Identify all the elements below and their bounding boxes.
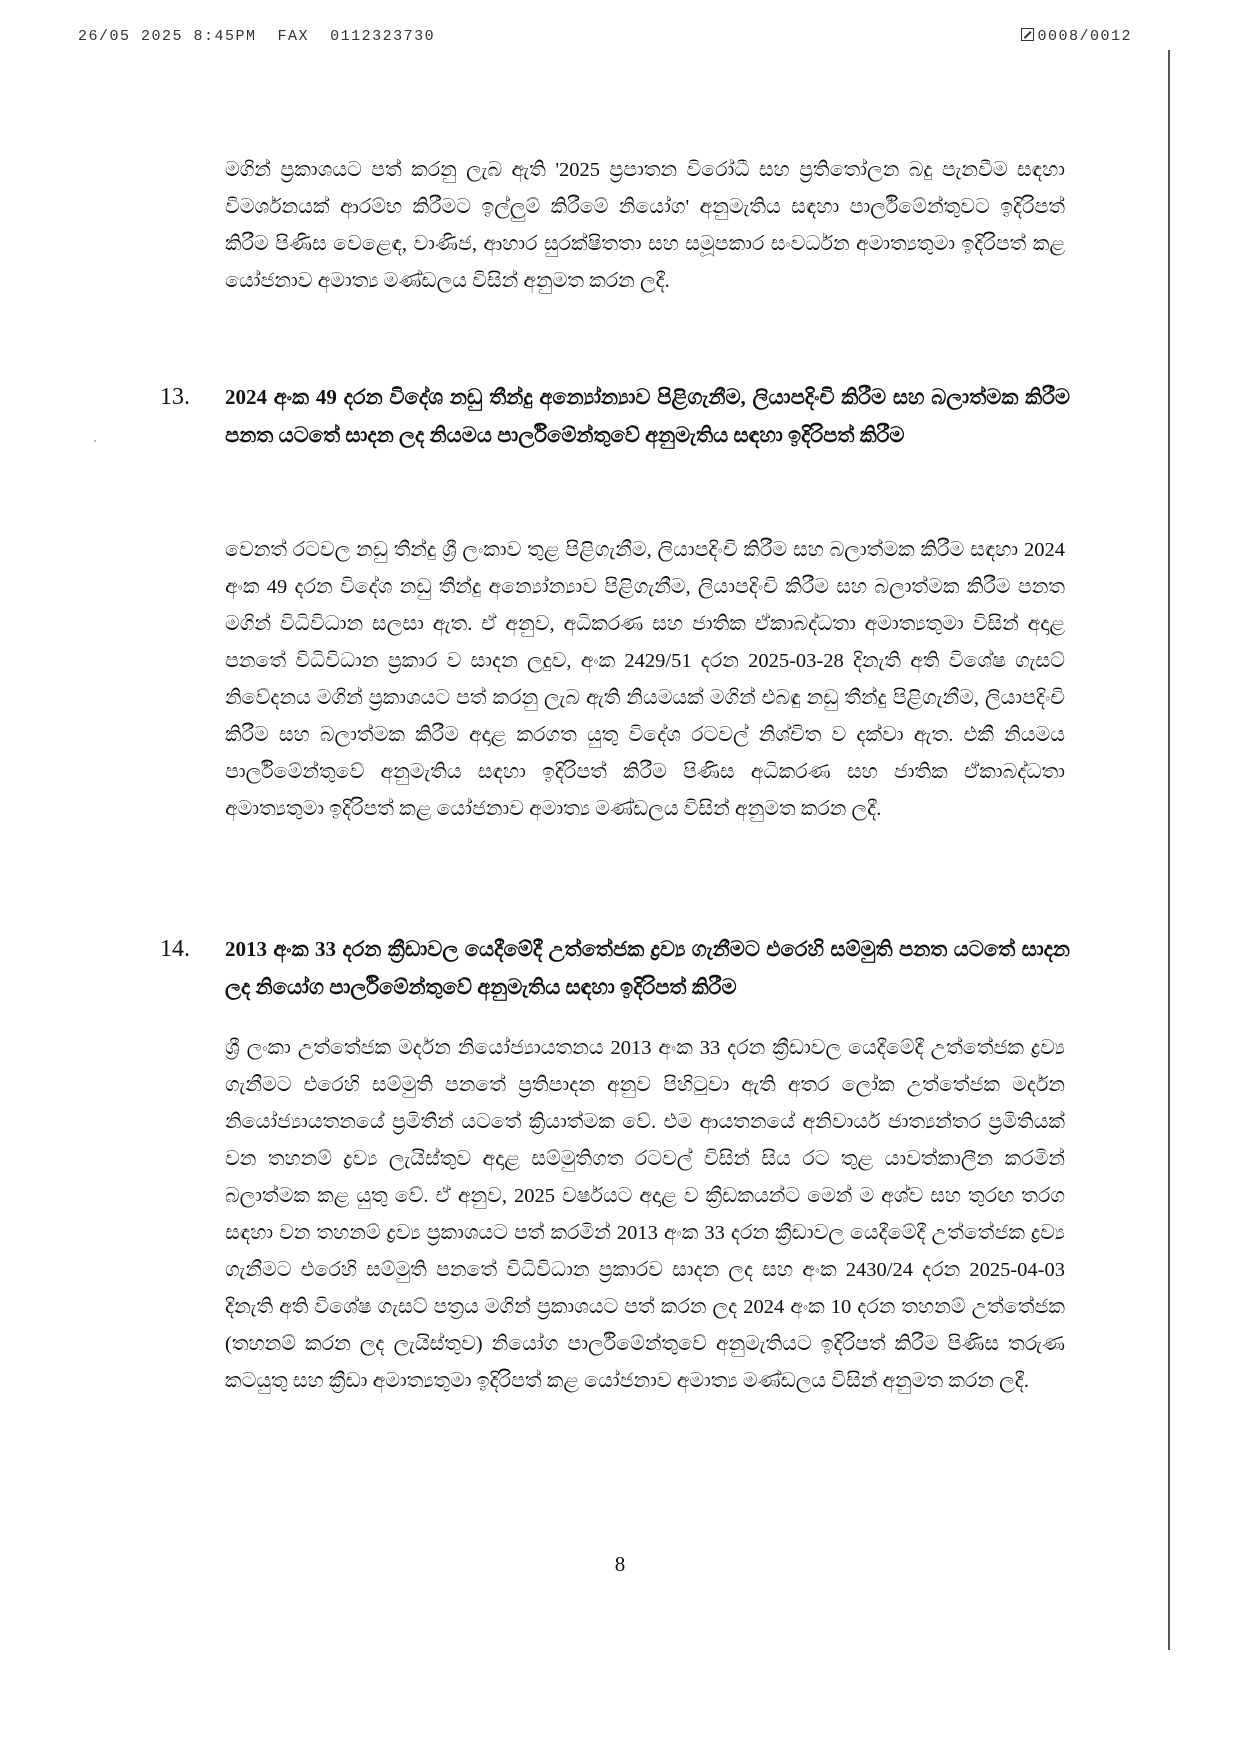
scan-edge-line bbox=[1168, 50, 1170, 1650]
item-number: 14. bbox=[160, 936, 190, 962]
fax-page-counter-wrap bbox=[1021, 28, 1132, 45]
item-number: 13. bbox=[160, 384, 190, 410]
item-13-body bbox=[225, 532, 1065, 828]
fax-checkbox-icon bbox=[1021, 28, 1034, 41]
fax-label: FAX bbox=[277, 28, 310, 45]
fax-transmission-info bbox=[78, 28, 435, 45]
item-body-text: ශ්‍රී ලංකා උත්තේජක මර්දන නියෝජ්‍යායතනය 2013 අංක 33 දරන ක්‍රීඩාවල යෙදීමේදී උත්තේජක ද්‍රව්‍ය ගැනීමට එරෙහි සම්මුති පනතේ ප්‍රතිපාදන අනුව පිහිටුවා ඇති අතර ලෝක උත්තේජක මර්දන නියෝජ්‍යායතනයේ ප්‍රමිතීන් යටතේ ක්‍රියාත්මක වේ. එම ආයතනයේ අනිවාර්ය ජාත්‍යන්තර ප්‍රමිතියක් වන තහනම් ද්‍රව්‍ය ලැයිස්තුව අදාළ සම්මුතිගත රටවල් විසින් සිය රට තුළ යාවත්කාලීන කරමින් බලාත්මක කළ යුතු වේ. ඒ අනුව, 2025 වර්ෂයට අදාළ ව ක්‍රීඩකයන්ට මෙන් ම අශ්ව සහ තුරඟ තරග සඳහා වන තහනම් ද්‍රව්‍ය ප්‍රකාශයට පත් කරමින් 2013 අංක 33 දරන ක්‍රීඩාවල යෙදීමේදී උත්තේජක ද්‍රව්‍ය ගැනීමට එරෙහි සම්මුති පනතේ විධිවිධාන ප්‍රකාරව සාදන ලද සහ අංක 2430/24 දරන 2025-04-03 දිනැති අති විශේෂ ගැසට් පත්‍රය මගින් ප්‍රකාශයට පත් කරන ලද 2024 අංක 10 දරන තහනම් උත්තේජක (තහනම් කරන ලද ලැයිස්තුව) නියෝග පාර්ලිමේන්තුවේ අනුමැතියට ඉදිරිපත් කිරීම පිණිස තරුණ කටයුතු සහ ක්‍රීඩා අමාත්‍යතුමා ඉදිරිපත් කළ යෝජනාව අමාත්‍ය මණ්ඩලය විසින් අනුමත කරන ලදී. bbox=[225, 1037, 1065, 1392]
fax-datetime: 26/05 2025 8:45PM bbox=[78, 28, 257, 45]
intro-paragraph-text: මගින් ප්‍රකාශයට පත් කරනු ලැබ ඇති '2025 ප්‍රපාතන විරෝධී සහ ප්‍රතිතෝලන බදු පැනවීම සඳහා විමර්ශනයක් ආරම්භ කිරීමට ඉල්ලුම් කිරීමේ නියෝග' අනුමැතිය සඳහා පාර්ලිමේන්තුවට ඉදිරිපත් කිරීම පිණිස වෙළෙඳ, වාණිජ, ආහාර සුරක්ෂිතතා සහ සමූපකාර සංවර්ධන අමාත්‍යතුමා ඉදිරිපත් කළ යෝජනාව අමාත්‍ය මණ්ඩලය විසින් අනුමත කරන ලදී. bbox=[225, 159, 1065, 292]
item-title: 2013 අංක 33 දරන ක්‍රීඩාවල යෙදීමේදී උත්තේජක ද්‍රව්‍ය ගැනීමට එරෙහි සම්මුති පනත යටතේ සාදන ලද නියෝග පාර්ලිමේන්තුවේ අනුමැතිය සඳහා ඉදිරිපත් කිරීම bbox=[225, 937, 1070, 999]
item-body-text: වෙනත් රටවල නඩු තීන්දු ශ්‍රී ලංකාව තුළ පිළිගැනීම, ලියාපදිංචි කිරීම සහ බලාත්මක කිරීම සඳහා 2024 අංක 49 දරන විදේශ නඩු තීන්දු අන්‍යෝන්‍යාව පිළිගැනීම, ලියාපදිංචි කිරීම සහ බලාත්මක කිරීම පනත මගින් විධිවිධාන සලසා ඇත. ඒ අනුව, අධිකරණ සහ ජාතික ඒකාබද්ධතා අමාත්‍යතුමා විසින් අදාළ පනතේ විධිවිධාන ප්‍රකාර ව සාදන ලදුව, අංක 2429/51 දරන 2025-03-28 දිනැති අති විශේෂ ගැසට් නිවේදනය මගින් ප්‍රකාශයට පත් කරනු ලැබ ඇති නියමයක් මගින් එබඳු නඩු තීන්දු පිළිගැනීම, ලියාපදිංචි කිරීම සහ බලාත්මක කිරීම අදාළ කරගත යුතු විදේශ රටවල් නිශ්චිත ව දක්වා ඇත. එකී නියමය පාර්ලිමේන්තුවේ අනුමැතිය සඳහා ඉදිරිපත් කිරීම පිණිස අධිකරණ සහ ජාතික ඒකාබද්ධතා අමාත්‍යතුමා ඉදිරිපත් කළ යෝජනාව අමාත්‍ය මණ්ඩලය විසින් අනුමත කරන ලදී. bbox=[225, 539, 1065, 820]
page-number: 8 bbox=[614, 1552, 626, 1576]
fax-page-counter: 0008/0012 bbox=[1037, 28, 1132, 45]
intro-paragraph bbox=[225, 152, 1065, 300]
item-title: 2024 අංක 49 දරන විදේශ නඩු තීන්දු අන්‍යෝන්‍යාව පිළිගැනීම, ලියාපදිංචි කිරීම සහ බලාත්මක කිරීම පනත යටතේ සාදන ලද නියමය පාර්ලිමේන්තුවේ අනුමැතිය සඳහා ඉදිරිපත් කිරීම bbox=[225, 385, 1070, 447]
item-14-body bbox=[225, 1030, 1065, 1400]
scan-speck bbox=[94, 440, 96, 442]
fax-number: 0112323730 bbox=[330, 28, 436, 45]
fax-header bbox=[78, 28, 1132, 50]
